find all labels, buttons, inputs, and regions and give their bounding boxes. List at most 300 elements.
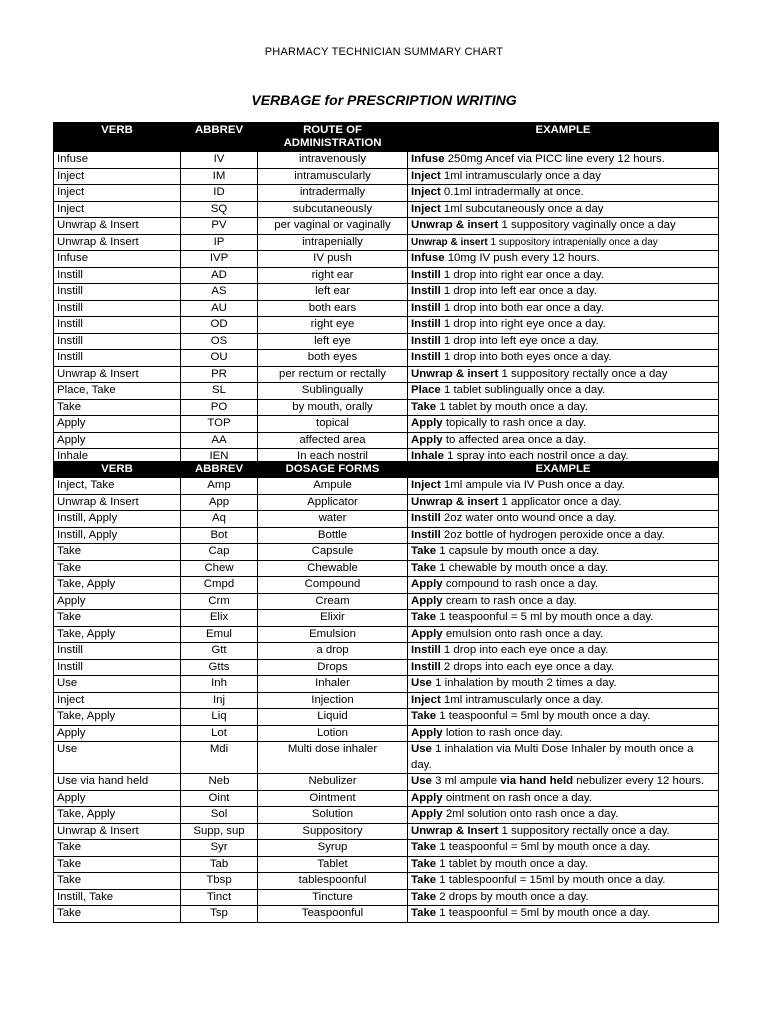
verb-cell: Unwrap & Insert	[54, 218, 181, 235]
example-text: 250mg Ancef via PICC line every 12 hours.	[444, 153, 665, 165]
route-cell: In each nostril	[258, 449, 408, 466]
example-verb: Take	[411, 400, 437, 413]
verb-cell: Take	[54, 610, 181, 627]
example-text: 1 drop into right eye once a day.	[440, 318, 606, 330]
example-text: 1ml ampule via IV Push once a day.	[440, 479, 625, 491]
abbrev-cell: IP	[181, 234, 258, 251]
example-cell	[408, 478, 719, 495]
table-row	[54, 478, 719, 495]
example-text: 1 suppository intrapenially once a day	[487, 236, 658, 248]
example-verb: Use	[411, 775, 432, 787]
example-verb: Unwrap & insert	[411, 236, 488, 248]
abbrev-cell: Oint	[181, 790, 258, 807]
example-verb: Apply	[411, 433, 443, 446]
verb-cell: Take	[54, 856, 181, 873]
example-text: cream to rash once a day.	[442, 594, 577, 607]
abbrev-cell: PO	[181, 399, 258, 416]
verb-cell: Inject, Take	[54, 478, 181, 495]
table-row	[54, 234, 719, 251]
example-cell	[408, 284, 719, 301]
example-cell	[408, 659, 719, 676]
example-text: 2 drops by mouth once a day.	[436, 890, 589, 903]
example-text: 1 tablet by mouth once a day.	[436, 857, 588, 870]
example-cell	[408, 218, 719, 235]
abbrev-cell: Gtt	[181, 643, 258, 660]
example-text: 0.1ml intradermally at once.	[440, 186, 584, 198]
abbrev-cell: Tinct	[181, 889, 258, 906]
table-row	[54, 725, 719, 742]
abbrev-cell: Sol	[181, 807, 258, 824]
example-verb: Take	[411, 841, 437, 853]
routes-table-header-row	[54, 123, 719, 152]
example-text: emulsion onto rash once a day.	[442, 627, 604, 640]
example-cell	[408, 593, 719, 610]
example-text: nebulizer every 12 hours.	[573, 775, 705, 787]
verb-cell: Apply	[54, 593, 181, 610]
document-title: VERBAGE for PRESCRIPTION WRITING	[251, 92, 517, 108]
verb-cell: Inhale	[54, 449, 181, 466]
example-verb: Instill	[411, 334, 441, 347]
example-cell	[408, 856, 719, 873]
example-cell	[408, 577, 719, 594]
abbrev-cell: Aq	[181, 511, 258, 528]
table-row	[54, 168, 719, 185]
table-row	[54, 823, 719, 840]
route-cell: right ear	[258, 267, 408, 284]
example-cell	[408, 366, 719, 383]
verb-cell: Instill	[54, 300, 181, 317]
table-row	[54, 416, 719, 433]
abbrev-cell: SQ	[181, 201, 258, 218]
dosage-form-cell: Inhaler	[258, 676, 408, 693]
verb-cell: Instill	[54, 267, 181, 284]
abbrev-cell: IM	[181, 168, 258, 185]
example-cell	[408, 626, 719, 643]
example-verb: Inject	[411, 169, 441, 182]
page-header-title: PHARMACY TECHNICIAN SUMMARY CHART	[264, 46, 504, 58]
dosage-form-cell: water	[258, 511, 408, 528]
example-text: 1ml subcutaneously once a day	[440, 202, 604, 215]
table-row	[54, 544, 719, 561]
example-text: ointment on rash once a day.	[442, 791, 592, 804]
verb-cell: Take	[54, 873, 181, 890]
example-verb: Infuse	[411, 252, 445, 264]
verb-cell: Instill	[54, 284, 181, 301]
example-text: 2ml solution onto rash once a day.	[442, 808, 619, 820]
dosage-form-cell: Suppository	[258, 823, 408, 840]
dosage-form-cell: Capsule	[258, 544, 408, 561]
example-cell	[408, 251, 719, 268]
table-row	[54, 889, 719, 906]
example-verb: Instill	[411, 268, 441, 281]
example-verb: Instill	[411, 285, 441, 297]
route-cell: intrapenially	[258, 234, 408, 251]
verb-cell: Take	[54, 399, 181, 416]
dosage-form-cell: Applicator	[258, 494, 408, 511]
table-row	[54, 366, 719, 383]
dosage-forms-table	[53, 461, 719, 923]
example-text: 1ml intramuscularly once a day	[440, 169, 601, 182]
column-header-example: EXAMPLE	[408, 123, 719, 152]
dosage-form-cell: Compound	[258, 577, 408, 594]
example-cell	[408, 742, 719, 774]
example-text: compound to rash once a day.	[442, 578, 599, 590]
abbrev-cell: Cmpd	[181, 577, 258, 594]
abbrev-cell: Lot	[181, 725, 258, 742]
abbrev-cell: Neb	[181, 774, 258, 791]
table-row	[54, 560, 719, 577]
example-text: 1 suppository rectally once a day.	[498, 824, 670, 837]
abbrev-cell: Inj	[181, 692, 258, 709]
example-cell	[408, 300, 719, 317]
verb-cell: Unwrap & Insert	[54, 366, 181, 383]
example-verb: Unwrap & insert	[411, 219, 499, 231]
example-text: 1 tablet by mouth once a day.	[436, 400, 588, 413]
abbrev-cell: OD	[181, 317, 258, 334]
table-row	[54, 807, 719, 824]
example-cell	[408, 185, 719, 202]
example-text: 2oz water onto wound once a day.	[440, 512, 617, 524]
example-text: 1 drop into left ear once a day.	[440, 285, 597, 297]
example-verb: Inject	[411, 479, 441, 491]
dosage-form-cell: Elixir	[258, 610, 408, 627]
example-cell	[408, 906, 719, 923]
example-verb: Take	[411, 890, 437, 903]
dosage-form-cell: Ointment	[258, 790, 408, 807]
dosage-form-cell: Chewable	[258, 560, 408, 577]
example-verb: Apply	[411, 578, 443, 590]
example-text: 1 suppository vaginally once a day	[498, 219, 676, 231]
verb-cell: Instill	[54, 643, 181, 660]
route-cell: Sublingually	[258, 383, 408, 400]
example-text: 2oz bottle of hydrogen peroxide once a day.	[440, 528, 665, 541]
dosage-form-cell: Ampule	[258, 478, 408, 495]
route-cell: intravenously	[258, 152, 408, 169]
column-header-verb: VERB	[54, 123, 181, 152]
route-cell: intradermally	[258, 185, 408, 202]
abbrev-cell: TOP	[181, 416, 258, 433]
table-row	[54, 152, 719, 169]
table-row	[54, 350, 719, 367]
abbrev-cell: Amp	[181, 478, 258, 495]
dosage-form-cell: Emulsion	[258, 626, 408, 643]
example-cell	[408, 790, 719, 807]
example-cell	[408, 399, 719, 416]
example-verb: Apply	[411, 808, 443, 820]
verb-cell: Inject	[54, 692, 181, 709]
route-cell: topical	[258, 416, 408, 433]
route-cell: left eye	[258, 333, 408, 350]
example-verb: Take	[411, 611, 437, 623]
example-verb: Take	[411, 874, 437, 886]
verb-cell: Inject	[54, 168, 181, 185]
example-verb: Inject	[411, 693, 441, 706]
abbrev-cell: IEN	[181, 449, 258, 466]
example-cell	[408, 692, 719, 709]
example-cell	[408, 350, 719, 367]
abbrev-cell: OU	[181, 350, 258, 367]
table-row	[54, 692, 719, 709]
example-cell	[408, 432, 719, 449]
abbrev-cell: IV	[181, 152, 258, 169]
example-cell	[408, 774, 719, 791]
table-row	[54, 185, 719, 202]
table-row	[54, 577, 719, 594]
example-text: 1 teaspoonful = 5 ml by mouth once a day.	[436, 611, 654, 623]
abbrev-cell: OS	[181, 333, 258, 350]
verb-cell: Instill, Apply	[54, 527, 181, 544]
table-row	[54, 709, 719, 726]
example-verb: Take	[411, 561, 437, 574]
example-cell	[408, 807, 719, 824]
abbrev-cell: Gtts	[181, 659, 258, 676]
route-cell: both eyes	[258, 350, 408, 367]
example-verb: Apply	[411, 417, 443, 429]
example-cell	[408, 234, 719, 251]
example-verb: Inject	[411, 202, 441, 215]
example-verb: Take	[411, 710, 437, 722]
abbrev-cell: Bot	[181, 527, 258, 544]
example-text: 2 drops into each eye once a day.	[440, 660, 615, 673]
dosage-form-cell: Bottle	[258, 527, 408, 544]
example-text: 3 ml ampule	[431, 775, 501, 787]
example-cell	[408, 333, 719, 350]
abbrev-cell: SL	[181, 383, 258, 400]
table-row	[54, 527, 719, 544]
abbrev-cell: Cap	[181, 544, 258, 561]
example-text: 1 applicator once a day.	[498, 495, 622, 508]
verb-cell: Apply	[54, 725, 181, 742]
abbrev-cell: Liq	[181, 709, 258, 726]
example-cell	[408, 267, 719, 284]
example-cell	[408, 168, 719, 185]
abbrev-cell: Tbsp	[181, 873, 258, 890]
table-row	[54, 593, 719, 610]
column-header-route: ROUTE OF ADMINISTRATION	[258, 123, 408, 152]
example-verb: Take	[411, 907, 437, 919]
example-text: 1 suppository rectally once a day	[498, 367, 668, 380]
table-row	[54, 511, 719, 528]
abbrev-cell: IVP	[181, 251, 258, 268]
example-verb: Take	[411, 857, 437, 870]
table-row	[54, 267, 719, 284]
verb-cell: Instill, Apply	[54, 511, 181, 528]
verb-cell: Take, Apply	[54, 807, 181, 824]
example-verb: Infuse	[411, 153, 445, 165]
dosage-form-cell: Tincture	[258, 889, 408, 906]
example-verb: Inhale	[411, 450, 444, 462]
example-verb: Instill	[411, 644, 441, 656]
abbrev-cell: Supp, sup	[181, 823, 258, 840]
example-cell	[408, 840, 719, 857]
dosage-form-cell: tablespoonful	[258, 873, 408, 890]
example-cell	[408, 610, 719, 627]
table-row	[54, 790, 719, 807]
routes-table	[53, 122, 719, 466]
example-text: 1 drop into both ear once a day.	[440, 301, 604, 314]
dosage-form-cell: Nebulizer	[258, 774, 408, 791]
abbrev-cell: AA	[181, 432, 258, 449]
example-cell	[408, 201, 719, 218]
example-text: 1ml intramuscularly once a day.	[440, 693, 604, 706]
route-cell: per rectum or rectally	[258, 366, 408, 383]
dosage-form-cell: Tablet	[258, 856, 408, 873]
column-header-dosage-forms: DOSAGE FORMS	[258, 462, 408, 478]
verb-cell: Inject	[54, 185, 181, 202]
route-cell: by mouth, orally	[258, 399, 408, 416]
abbrev-cell: Tsp	[181, 906, 258, 923]
example-text: 1 chewable by mouth once a day.	[436, 561, 609, 574]
verb-cell: Unwrap & Insert	[54, 234, 181, 251]
example-verb: Instill	[411, 301, 441, 314]
dosage-form-cell: Cream	[258, 593, 408, 610]
example-text: 1 capsule by mouth once a day.	[436, 545, 600, 557]
forms-table-header-row	[54, 462, 719, 478]
example-verb: Instill	[411, 351, 441, 363]
example-text: 1 drop into right ear once a day.	[440, 268, 604, 281]
example-verb: Instill	[411, 660, 441, 673]
example-cell	[408, 494, 719, 511]
route-cell: affected area	[258, 432, 408, 449]
example-verb: Use	[411, 743, 432, 755]
example-verb: Unwrap & insert	[411, 495, 499, 508]
example-text: lotion to rash once day.	[442, 726, 563, 739]
table-row	[54, 906, 719, 923]
example-cell	[408, 725, 719, 742]
verb-cell: Apply	[54, 432, 181, 449]
example-cell	[408, 383, 719, 400]
verb-cell: Instill	[54, 350, 181, 367]
verb-cell: Take, Apply	[54, 626, 181, 643]
dosage-form-cell: Teaspoonful	[258, 906, 408, 923]
verb-cell: Take, Apply	[54, 577, 181, 594]
table-row	[54, 742, 719, 774]
abbrev-cell: App	[181, 494, 258, 511]
route-cell: both ears	[258, 300, 408, 317]
example-text: 1 drop into left eye once a day.	[440, 334, 599, 347]
verb-cell: Place, Take	[54, 383, 181, 400]
verb-cell: Use	[54, 676, 181, 693]
abbrev-cell: Crm	[181, 593, 258, 610]
abbrev-cell: AS	[181, 284, 258, 301]
example-text: 1 tablespoonful = 15ml by mouth once a day.	[436, 874, 666, 886]
abbrev-cell: Emul	[181, 626, 258, 643]
route-cell: intramuscularly	[258, 168, 408, 185]
verb-cell: Use	[54, 742, 181, 774]
route-cell: subcutaneously	[258, 201, 408, 218]
dosage-form-cell: Solution	[258, 807, 408, 824]
abbrev-cell: AD	[181, 267, 258, 284]
table-row	[54, 610, 719, 627]
example-verb: Unwrap & insert	[411, 367, 499, 380]
example-verb: Take	[411, 545, 437, 557]
abbrev-cell: ID	[181, 185, 258, 202]
example-cell	[408, 527, 719, 544]
table-row	[54, 873, 719, 890]
example-text: 1 teaspoonful = 5ml by mouth once a day.	[436, 907, 651, 919]
example-verb: Apply	[411, 726, 443, 739]
table-row	[54, 333, 719, 350]
verb-cell: Instill	[54, 333, 181, 350]
abbrev-cell: Syr	[181, 840, 258, 857]
example-text: 1 drop into both eyes once a day.	[440, 351, 612, 363]
example-cell	[408, 317, 719, 334]
abbrev-cell: Chew	[181, 560, 258, 577]
verb-cell: Take	[54, 544, 181, 561]
column-header-abbrev: ABBREV	[181, 462, 258, 478]
verb-cell: Unwrap & Insert	[54, 823, 181, 840]
table-row	[54, 251, 719, 268]
table-row	[54, 300, 719, 317]
table-row	[54, 774, 719, 791]
example-text: 1 teaspoonful = 5ml by mouth once a day.	[436, 710, 651, 722]
table-row	[54, 840, 719, 857]
verb-cell: Infuse	[54, 152, 181, 169]
example-verb: Inject	[411, 186, 441, 198]
dosage-form-cell: Drops	[258, 659, 408, 676]
route-cell: right eye	[258, 317, 408, 334]
example-verb: Apply	[411, 594, 443, 607]
example-cell	[408, 544, 719, 561]
route-cell: per vaginal or vaginally	[258, 218, 408, 235]
example-verb: Place	[411, 384, 441, 396]
verb-cell: Instill	[54, 659, 181, 676]
dosage-form-cell: Injection	[258, 692, 408, 709]
abbrev-cell: PV	[181, 218, 258, 235]
table-row	[54, 383, 719, 400]
example-cell	[408, 511, 719, 528]
abbrev-cell: Elix	[181, 610, 258, 627]
dosage-form-cell: Syrup	[258, 840, 408, 857]
example-text: 10mg IV push every 12 hours.	[444, 252, 600, 264]
column-header-example: EXAMPLE	[408, 462, 719, 478]
example-cell	[408, 416, 719, 433]
example-verb: Use	[411, 677, 432, 689]
example-text: 1 tablet sublingually once a day.	[440, 384, 606, 396]
table-row	[54, 659, 719, 676]
verb-cell: Take	[54, 560, 181, 577]
example-cell	[408, 823, 719, 840]
verb-cell: Instill	[54, 317, 181, 334]
example-verb: Apply	[411, 627, 443, 640]
abbrev-cell: PR	[181, 366, 258, 383]
abbrev-cell: AU	[181, 300, 258, 317]
example-cell	[408, 873, 719, 890]
table-row	[54, 676, 719, 693]
abbrev-cell: Inh	[181, 676, 258, 693]
verb-cell: Take	[54, 840, 181, 857]
column-header-abbrev: ABBREV	[181, 123, 258, 152]
table-row	[54, 494, 719, 511]
dosage-form-cell: Lotion	[258, 725, 408, 742]
example-verb: Unwrap & Insert	[411, 824, 499, 837]
example-verb: Instill	[411, 512, 441, 524]
example-cell	[408, 889, 719, 906]
table-row	[54, 399, 719, 416]
example-text: 1 inhalation by mouth 2 times a day.	[431, 677, 617, 689]
example-text: 1 inhalation via Multi Dose Inhaler by mouth once a day.	[411, 743, 694, 771]
example-text: 1 drop into each eye once a day.	[440, 644, 609, 656]
routes-table-body	[54, 152, 719, 466]
verb-cell: Instill, Take	[54, 889, 181, 906]
table-row	[54, 432, 719, 449]
route-cell: IV push	[258, 251, 408, 268]
example-cell	[408, 709, 719, 726]
forms-table-body	[54, 478, 719, 923]
example-verb: Instill	[411, 528, 441, 541]
verb-cell: Use via hand held	[54, 774, 181, 791]
dosage-form-cell: Liquid	[258, 709, 408, 726]
